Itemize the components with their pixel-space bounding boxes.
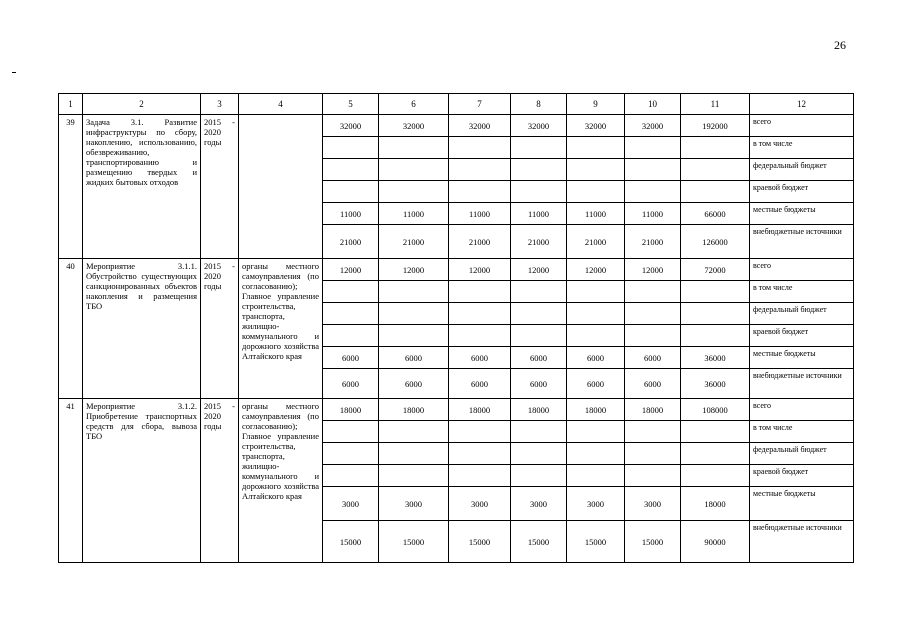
year-value: 6000 bbox=[511, 347, 567, 369]
year-value: 21000 bbox=[379, 225, 449, 259]
funding-source: федеральный бюджет bbox=[750, 443, 854, 465]
year-value: 6000 bbox=[511, 369, 567, 399]
year-value: 12000 bbox=[567, 259, 625, 281]
funding-source: краевой бюджет bbox=[750, 181, 854, 203]
total-value bbox=[681, 421, 750, 443]
year-value bbox=[567, 465, 625, 487]
year-value: 21000 bbox=[567, 225, 625, 259]
col-header: 10 bbox=[625, 94, 681, 115]
year-value bbox=[511, 465, 567, 487]
col-header: 4 bbox=[239, 94, 323, 115]
year-value bbox=[449, 281, 511, 303]
table-row bbox=[59, 259, 854, 281]
funding-source: в том числе bbox=[750, 281, 854, 303]
executor: органы местного самоуправления (по согласованию); Главное управление строительства, транспорта, жилищно-коммунального и дорожного хозяйства Алтайского края bbox=[239, 399, 323, 563]
year-value bbox=[379, 421, 449, 443]
year-value: 6000 bbox=[625, 347, 681, 369]
col-header: 1 bbox=[59, 94, 83, 115]
year-value bbox=[567, 137, 625, 159]
total-value: 108000 bbox=[681, 399, 750, 421]
year-value: 15000 bbox=[449, 521, 511, 563]
total-value bbox=[681, 465, 750, 487]
year-value: 18000 bbox=[379, 399, 449, 421]
year-value bbox=[379, 465, 449, 487]
year-value bbox=[567, 325, 625, 347]
year-value bbox=[379, 325, 449, 347]
item-name: Задача 3.1. Развитие инфраструктуры по сбору, накоплению, использованию, обезвреживанию, транспортированию и размещению твердых и жидких бытовых отходов bbox=[83, 115, 201, 259]
funding-source: в том числе bbox=[750, 421, 854, 443]
year-value bbox=[567, 443, 625, 465]
total-value: 72000 bbox=[681, 259, 750, 281]
funding-source: местные бюджеты bbox=[750, 487, 854, 521]
year-value bbox=[449, 443, 511, 465]
col-header: 6 bbox=[379, 94, 449, 115]
funding-source: местные бюджеты bbox=[750, 203, 854, 225]
year-value: 12000 bbox=[323, 259, 379, 281]
year-value: 32000 bbox=[511, 115, 567, 137]
year-value: 15000 bbox=[567, 521, 625, 563]
year-value bbox=[511, 421, 567, 443]
funding-source: внебюджетные источники bbox=[750, 225, 854, 259]
year-value bbox=[379, 137, 449, 159]
year-value: 3000 bbox=[323, 487, 379, 521]
total-value: 18000 bbox=[681, 487, 750, 521]
year-value bbox=[625, 303, 681, 325]
year-value bbox=[379, 303, 449, 325]
year-value: 15000 bbox=[379, 521, 449, 563]
year-value bbox=[511, 137, 567, 159]
col-header: 8 bbox=[511, 94, 567, 115]
year-value bbox=[625, 281, 681, 303]
year-value bbox=[323, 421, 379, 443]
year-value bbox=[379, 443, 449, 465]
year-value: 21000 bbox=[625, 225, 681, 259]
funding-source: федеральный бюджет bbox=[750, 303, 854, 325]
year-value: 21000 bbox=[511, 225, 567, 259]
period: 2015 - 2020 годы bbox=[201, 259, 239, 399]
year-value bbox=[511, 303, 567, 325]
year-value: 18000 bbox=[625, 399, 681, 421]
year-value: 15000 bbox=[511, 521, 567, 563]
year-value: 11000 bbox=[323, 203, 379, 225]
year-value bbox=[449, 303, 511, 325]
year-value bbox=[625, 465, 681, 487]
total-value bbox=[681, 303, 750, 325]
year-value: 32000 bbox=[567, 115, 625, 137]
funding-source: краевой бюджет bbox=[750, 465, 854, 487]
year-value bbox=[323, 465, 379, 487]
funding-source: всего bbox=[750, 115, 854, 137]
funding-source: всего bbox=[750, 399, 854, 421]
year-value bbox=[511, 159, 567, 181]
year-value bbox=[379, 159, 449, 181]
period: 2015 - 2020 годы bbox=[201, 115, 239, 259]
col-header: 9 bbox=[567, 94, 625, 115]
col-header: 2 bbox=[83, 94, 201, 115]
year-value bbox=[449, 465, 511, 487]
year-value: 32000 bbox=[625, 115, 681, 137]
table-row bbox=[59, 399, 854, 421]
col-header: 5 bbox=[323, 94, 379, 115]
year-value: 21000 bbox=[449, 225, 511, 259]
year-value bbox=[323, 159, 379, 181]
year-value: 11000 bbox=[511, 203, 567, 225]
year-value bbox=[449, 137, 511, 159]
year-value: 11000 bbox=[567, 203, 625, 225]
year-value: 6000 bbox=[379, 369, 449, 399]
year-value bbox=[449, 159, 511, 181]
total-value bbox=[681, 181, 750, 203]
row-number: 41 bbox=[59, 399, 83, 563]
year-value bbox=[323, 181, 379, 203]
funding-source: федеральный бюджет bbox=[750, 159, 854, 181]
row-number: 39 bbox=[59, 115, 83, 259]
year-value: 3000 bbox=[449, 487, 511, 521]
item-name: Мероприятие 3.1.2. Приобретение транспортных средств для сбора, вывоза ТБО bbox=[83, 399, 201, 563]
total-value: 36000 bbox=[681, 347, 750, 369]
year-value bbox=[379, 181, 449, 203]
total-value: 90000 bbox=[681, 521, 750, 563]
year-value bbox=[567, 281, 625, 303]
funding-source: в том числе bbox=[750, 137, 854, 159]
period: 2015 - 2020 годы bbox=[201, 399, 239, 563]
total-value: 126000 bbox=[681, 225, 750, 259]
total-value bbox=[681, 443, 750, 465]
funding-source: всего bbox=[750, 259, 854, 281]
year-value: 6000 bbox=[323, 369, 379, 399]
year-value: 3000 bbox=[567, 487, 625, 521]
year-value bbox=[625, 181, 681, 203]
funding-source: внебюджетные источники bbox=[750, 521, 854, 563]
year-value: 6000 bbox=[323, 347, 379, 369]
year-value bbox=[323, 303, 379, 325]
total-value bbox=[681, 281, 750, 303]
year-value bbox=[511, 443, 567, 465]
year-value: 6000 bbox=[567, 347, 625, 369]
year-value bbox=[625, 325, 681, 347]
year-value bbox=[379, 281, 449, 303]
year-value: 3000 bbox=[511, 487, 567, 521]
year-value: 18000 bbox=[567, 399, 625, 421]
table-row bbox=[59, 115, 854, 137]
year-value bbox=[323, 281, 379, 303]
year-value bbox=[567, 181, 625, 203]
year-value bbox=[323, 325, 379, 347]
col-header: 12 bbox=[750, 94, 854, 115]
year-value bbox=[449, 325, 511, 347]
funding-source: местные бюджеты bbox=[750, 347, 854, 369]
item-name: Мероприятие 3.1.1. Обустройство существующих санкционированных объектов накопления и размещения ТБО bbox=[83, 259, 201, 399]
year-value: 6000 bbox=[449, 347, 511, 369]
year-value bbox=[511, 181, 567, 203]
year-value bbox=[625, 443, 681, 465]
year-value: 21000 bbox=[323, 225, 379, 259]
total-value bbox=[681, 159, 750, 181]
col-header: 3 bbox=[201, 94, 239, 115]
year-value: 11000 bbox=[625, 203, 681, 225]
year-value: 12000 bbox=[511, 259, 567, 281]
total-value: 192000 bbox=[681, 115, 750, 137]
header-row bbox=[59, 94, 854, 115]
year-value bbox=[567, 303, 625, 325]
year-value: 6000 bbox=[449, 369, 511, 399]
total-value bbox=[681, 325, 750, 347]
year-value bbox=[449, 181, 511, 203]
year-value bbox=[567, 159, 625, 181]
year-value: 11000 bbox=[449, 203, 511, 225]
executor bbox=[239, 115, 323, 259]
year-value bbox=[511, 281, 567, 303]
year-value: 6000 bbox=[567, 369, 625, 399]
total-value bbox=[681, 137, 750, 159]
year-value bbox=[323, 443, 379, 465]
col-header: 11 bbox=[681, 94, 750, 115]
year-value bbox=[511, 325, 567, 347]
year-value bbox=[625, 421, 681, 443]
year-value: 32000 bbox=[323, 115, 379, 137]
year-value: 6000 bbox=[625, 369, 681, 399]
year-value: 15000 bbox=[323, 521, 379, 563]
year-value: 15000 bbox=[625, 521, 681, 563]
total-value: 66000 bbox=[681, 203, 750, 225]
executor: органы местного самоуправления (по согласованию); Главное управление строительства, транспорта, жилищно-коммунального и дорожного хозяйства Алтайского края bbox=[239, 259, 323, 399]
col-header: 7 bbox=[449, 94, 511, 115]
year-value: 12000 bbox=[449, 259, 511, 281]
year-value: 11000 bbox=[379, 203, 449, 225]
year-value: 12000 bbox=[379, 259, 449, 281]
year-value: 32000 bbox=[449, 115, 511, 137]
year-value: 12000 bbox=[625, 259, 681, 281]
year-value bbox=[449, 421, 511, 443]
year-value: 32000 bbox=[379, 115, 449, 137]
year-value bbox=[625, 159, 681, 181]
year-value bbox=[625, 137, 681, 159]
year-value: 18000 bbox=[449, 399, 511, 421]
row-number: 40 bbox=[59, 259, 83, 399]
year-value bbox=[567, 421, 625, 443]
funding-source: внебюджетные источники bbox=[750, 369, 854, 399]
year-value: 18000 bbox=[511, 399, 567, 421]
total-value: 36000 bbox=[681, 369, 750, 399]
year-value bbox=[323, 137, 379, 159]
year-value: 6000 bbox=[379, 347, 449, 369]
margin-mark bbox=[12, 72, 16, 73]
page-number: 26 bbox=[834, 38, 846, 52]
year-value: 3000 bbox=[379, 487, 449, 521]
year-value: 18000 bbox=[323, 399, 379, 421]
year-value: 3000 bbox=[625, 487, 681, 521]
funding-source: краевой бюджет bbox=[750, 325, 854, 347]
program-table bbox=[58, 93, 854, 563]
